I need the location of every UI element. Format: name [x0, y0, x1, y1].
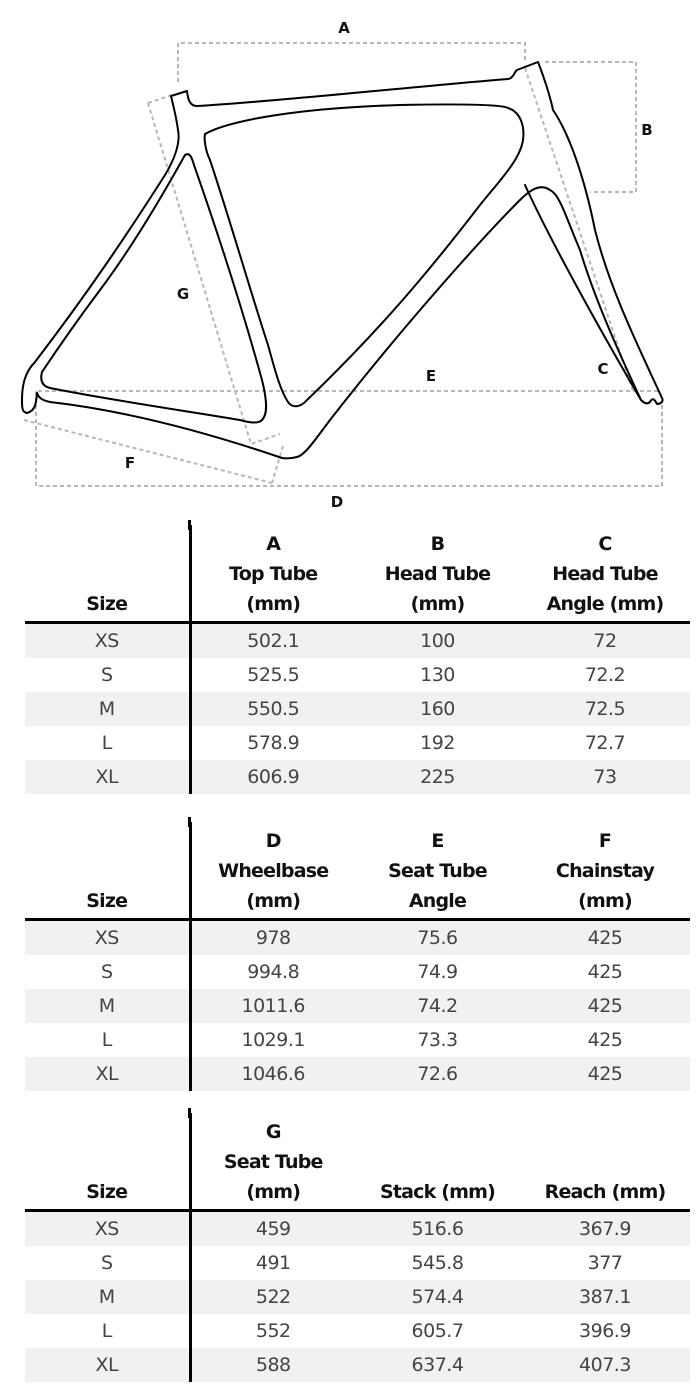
value-cell: 72.6 [355, 1057, 520, 1091]
value-cell: 574.4 [355, 1280, 520, 1314]
header-stack: Stack (mm) [379, 1181, 496, 1203]
size-cell: M [25, 989, 190, 1023]
value-cell: 74.9 [355, 955, 520, 989]
label-g: G [176, 285, 190, 303]
size-cell: XL [25, 760, 190, 794]
value-cell: 550.5 [190, 692, 355, 726]
value-cell: 552 [190, 1314, 355, 1348]
table-row [25, 726, 690, 760]
frame-geometry-diagram [0, 0, 700, 515]
value-cell: 192 [355, 726, 520, 760]
value-cell: 160 [355, 692, 520, 726]
value-cell: 75.6 [355, 920, 520, 956]
label-f: F [124, 454, 136, 472]
value-cell: 545.8 [355, 1246, 520, 1280]
size-cell: S [25, 955, 190, 989]
value-cell: 994.8 [190, 955, 355, 989]
table-row [25, 920, 690, 956]
value-cell: 525.5 [190, 658, 355, 692]
size-cell: S [25, 1246, 190, 1280]
size-cell: XL [25, 1348, 190, 1382]
value-cell: 407.3 [520, 1348, 690, 1382]
header-size: Size [25, 525, 190, 623]
value-cell: 578.9 [190, 726, 355, 760]
value-cell: 588 [190, 1348, 355, 1382]
header-seat-tube-angle: E Seat Tube Angle [388, 830, 487, 912]
value-cell: 606.9 [190, 760, 355, 794]
size-cell: M [25, 1280, 190, 1314]
header-reach: Reach (mm) [544, 1181, 666, 1203]
value-cell: 72 [520, 623, 690, 659]
table-row [25, 989, 690, 1023]
value-cell: 74.2 [355, 989, 520, 1023]
value-cell: 72.2 [520, 658, 690, 692]
size-cell: L [25, 1023, 190, 1057]
value-cell: 425 [520, 1023, 690, 1057]
frame-main-triangle [205, 104, 524, 406]
value-cell: 73.3 [355, 1023, 520, 1057]
value-cell: 396.9 [520, 1314, 690, 1348]
table-header-row [25, 822, 690, 920]
header-chainstay: F Chainstay (mm) [555, 830, 655, 912]
header-head-tube: B Head Tube (mm) [384, 533, 491, 615]
value-cell: 605.7 [355, 1314, 520, 1348]
size-cell: XS [25, 623, 190, 659]
size-cell: M [25, 692, 190, 726]
value-cell: 978 [190, 920, 355, 956]
value-cell: 637.4 [355, 1348, 520, 1382]
size-cell: XS [25, 920, 190, 956]
value-cell: 425 [520, 920, 690, 956]
value-cell: 377 [520, 1246, 690, 1280]
frame-rear-triangle [41, 154, 266, 422]
frame-outline [22, 62, 663, 458]
value-cell: 72.5 [520, 692, 690, 726]
value-cell: 73 [520, 760, 690, 794]
value-cell: 100 [355, 623, 520, 659]
table-row [25, 955, 690, 989]
dimension-guides [24, 43, 662, 486]
geometry-table-3 [25, 1113, 690, 1382]
dim-g-axis [148, 103, 280, 444]
size-cell: L [25, 726, 190, 760]
dimension-labels [125, 19, 653, 511]
value-cell: 225 [355, 760, 520, 794]
value-cell: 516.6 [355, 1211, 520, 1247]
dim-f-end [272, 446, 283, 483]
size-cell: XL [25, 1057, 190, 1091]
dim-f-guide [24, 420, 272, 483]
label-e: E [425, 367, 437, 385]
value-cell: 522 [190, 1280, 355, 1314]
geometry-table-1 [25, 525, 690, 794]
geometry-table-2 [25, 822, 690, 1091]
value-cell: 491 [190, 1246, 355, 1280]
value-cell: 425 [520, 955, 690, 989]
label-b: B [641, 121, 653, 139]
table-row [25, 692, 690, 726]
frame-outer-contour [22, 62, 663, 458]
value-cell: 502.1 [190, 623, 355, 659]
table-row [25, 1280, 690, 1314]
table-row [25, 760, 690, 794]
header-top-tube: A Top Tube (mm) [229, 533, 318, 615]
fork-blade [525, 185, 641, 400]
label-c: C [597, 360, 609, 378]
header-head-tube-angle: C Head Tube Angle (mm) [546, 533, 664, 615]
value-cell: 425 [520, 989, 690, 1023]
dim-b-guide [545, 62, 636, 192]
value-cell: 130 [355, 658, 520, 692]
dim-c-guide [525, 68, 633, 391]
header-size: Size [25, 1113, 190, 1211]
table-row [25, 1023, 690, 1057]
header-size: Size [25, 822, 190, 920]
table-header-row [25, 1113, 690, 1211]
table-row [25, 1057, 690, 1091]
table-row [25, 658, 690, 692]
size-cell: S [25, 658, 190, 692]
value-cell: 1046.6 [190, 1057, 355, 1091]
size-cell: L [25, 1314, 190, 1348]
dim-a-guide [178, 43, 525, 82]
size-cell: XS [25, 1211, 190, 1247]
table-row [25, 1348, 690, 1382]
value-cell: 72.7 [520, 726, 690, 760]
table-row [25, 1314, 690, 1348]
value-cell: 1011.6 [190, 989, 355, 1023]
dim-g-guide [148, 95, 172, 103]
value-cell: 425 [520, 1057, 690, 1091]
value-cell: 367.9 [520, 1211, 690, 1247]
value-cell: 387.1 [520, 1280, 690, 1314]
table-header-row [25, 525, 690, 623]
value-cell: 459 [190, 1211, 355, 1247]
label-a: A [338, 19, 350, 37]
table-row [25, 1246, 690, 1280]
table-row [25, 1211, 690, 1247]
table-row [25, 623, 690, 659]
header-seat-tube: G Seat Tube (mm) [223, 1121, 323, 1203]
label-d: D [330, 493, 344, 511]
value-cell: 1029.1 [190, 1023, 355, 1057]
header-wheelbase: D Wheelbase (mm) [218, 830, 329, 912]
